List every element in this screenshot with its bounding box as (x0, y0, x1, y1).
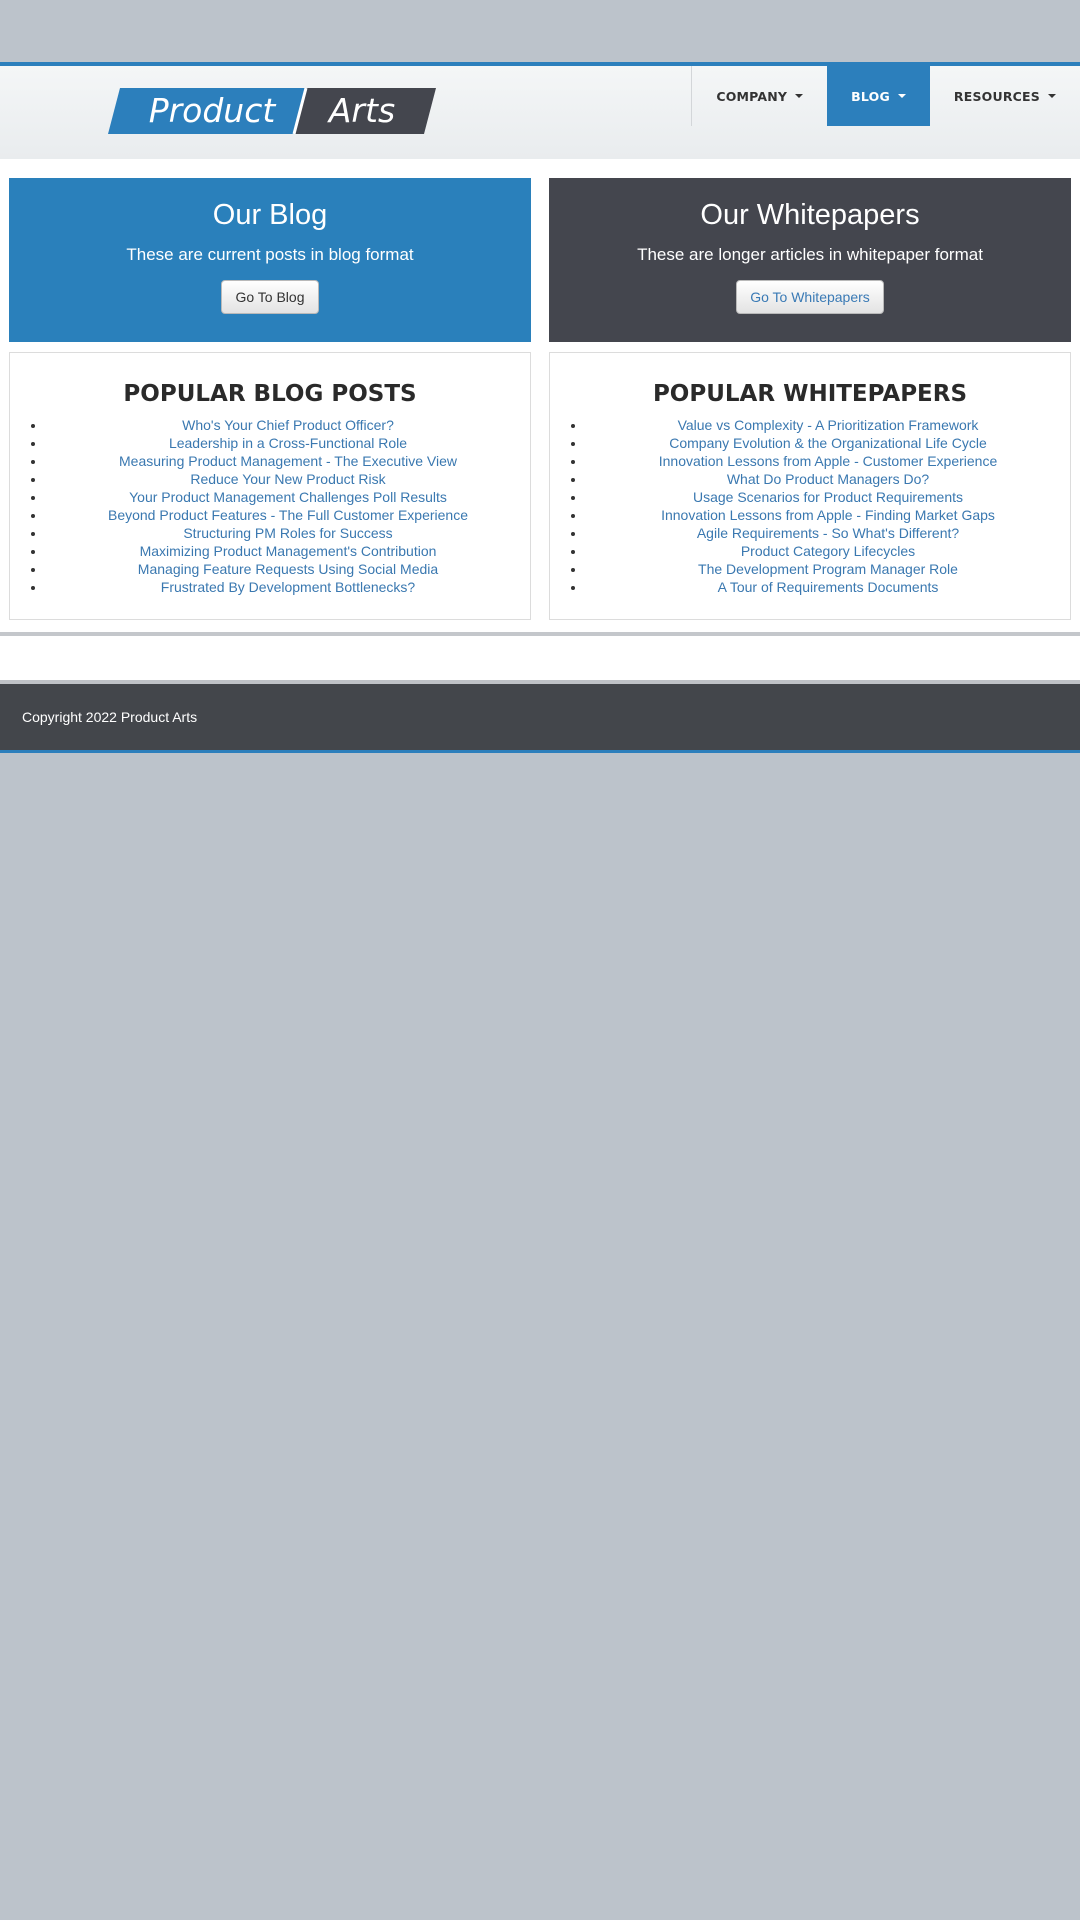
list-item (46, 542, 530, 560)
logo-word-arts: Arts (328, 91, 396, 130)
list-item (586, 524, 1070, 542)
spacer-band (0, 636, 1080, 680)
popular-blog-posts-list (10, 416, 530, 596)
caret-down-icon (1048, 94, 1056, 98)
list-item (586, 560, 1070, 578)
list-item (46, 488, 530, 506)
whitepaper-link[interactable]: Innovation Lessons from Apple - Finding Market Gaps (661, 507, 995, 523)
whitepapers-hero-title: Our Whitepapers (700, 199, 920, 231)
nav-item-label: BLOG (851, 88, 890, 104)
list-item (46, 524, 530, 542)
copyright-text: Copyright 2022 Product Arts (22, 709, 198, 725)
blog-post-link[interactable]: Managing Feature Requests Using Social Media (137, 561, 439, 577)
list-item (46, 506, 530, 524)
caret-down-icon (898, 94, 906, 98)
list-item (46, 560, 530, 578)
list-item (46, 470, 530, 488)
nav-item-label: RESOURCES (953, 88, 1040, 104)
nav-item-label: COMPANY (716, 88, 788, 104)
blog-post-link[interactable]: Who's Your Chief Product Officer? (182, 417, 394, 433)
list-item (586, 434, 1070, 452)
blog-hero-subtitle: These are current posts in blog format (126, 245, 414, 264)
blog-post-link[interactable]: Your Product Management Challenges Poll Results (129, 489, 447, 505)
whitepaper-link[interactable]: Value vs Complexity - A Prioritization Framework (677, 417, 979, 433)
product-arts-logo[interactable] (108, 88, 436, 134)
whitepaper-link[interactable]: What Do Product Managers Do? (726, 471, 930, 487)
blog-post-link[interactable]: Structuring PM Roles for Success (183, 525, 393, 541)
list-item (586, 542, 1070, 560)
nav-item-blog[interactable] (827, 66, 930, 126)
blog-post-link[interactable]: Maximizing Product Management's Contribution (139, 543, 437, 559)
blog-post-link[interactable]: Beyond Product Features - The Full Customer Experience (107, 507, 469, 523)
logo-word-product: Product (148, 91, 276, 130)
list-item (46, 578, 530, 596)
blog-post-link[interactable]: Reduce Your New Product Risk (190, 471, 386, 487)
list-item (586, 452, 1070, 470)
whitepaper-link[interactable]: Company Evolution & the Organizational Life Cycle (669, 435, 987, 451)
list-item (586, 578, 1070, 596)
go-to-whitepapers-button[interactable]: Go To Whitepapers (736, 280, 884, 314)
blog-post-link[interactable]: Measuring Product Management - The Executive View (119, 453, 457, 469)
list-item (586, 506, 1070, 524)
nav-item-resources[interactable] (930, 66, 1080, 126)
blog-post-link[interactable]: Frustrated By Development Bottlenecks? (160, 579, 416, 595)
whitepaper-link[interactable]: Product Category Lifecycles (740, 543, 916, 559)
list-item (46, 416, 530, 434)
whitepaper-link[interactable]: The Development Program Manager Role (698, 561, 958, 577)
list-item (46, 434, 530, 452)
whitepaper-link[interactable]: A Tour of Requirements Documents (717, 579, 939, 595)
whitepapers-hero-subtitle: These are longer articles in whitepaper format (637, 245, 983, 264)
list-item (46, 452, 530, 470)
whitepapers-hero (549, 178, 1071, 342)
blog-post-link[interactable]: Leadership in a Cross-Functional Role (168, 435, 408, 451)
popular-blog-posts-panel (9, 352, 531, 620)
blog-hero-title: Our Blog (212, 199, 328, 231)
list-item (586, 488, 1070, 506)
whitepaper-link[interactable]: Usage Scenarios for Product Requirements (692, 489, 964, 505)
nav-item-company[interactable] (692, 66, 827, 126)
site-footer (0, 684, 1080, 753)
caret-down-icon (795, 94, 803, 98)
popular-blog-posts-heading: POPULAR BLOG POSTS (123, 381, 417, 407)
main-content (0, 159, 1080, 632)
go-to-blog-button[interactable]: Go To Blog (221, 280, 318, 314)
popular-whitepapers-list (550, 416, 1070, 596)
popular-whitepapers-heading: POPULAR WHITEPAPERS (652, 381, 968, 407)
site-header (0, 62, 1080, 163)
list-item (586, 416, 1070, 434)
whitepaper-link[interactable]: Agile Requirements - So What's Different? (696, 525, 960, 541)
blog-hero (9, 178, 531, 342)
list-item (586, 470, 1070, 488)
logo-graphic (108, 88, 436, 134)
whitepaper-link[interactable]: Innovation Lessons from Apple - Customer Experience (658, 453, 998, 469)
popular-whitepapers-panel (549, 352, 1071, 620)
main-nav (691, 66, 1080, 126)
